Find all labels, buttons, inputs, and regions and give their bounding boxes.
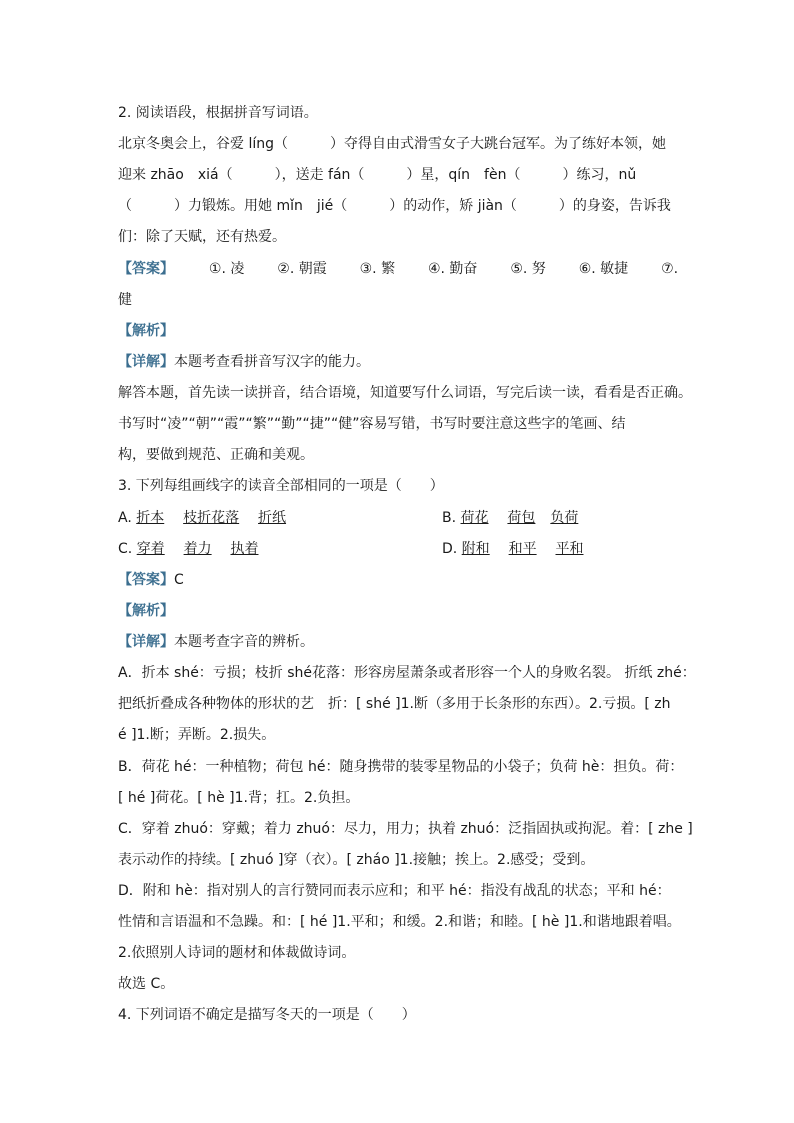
answer-tag: 【答案】: [118, 572, 174, 588]
answer-item: ⑥. 敏捷: [578, 261, 629, 277]
detail-text: 本题考查字音的辨析。: [174, 634, 314, 650]
option-word: 折本: [136, 510, 165, 526]
option-c: [118, 540, 259, 558]
explain-line: C．穿着 zhuó：穿戴；着力 zhuó：尽力，用力；执着 zhuó：泛指固执或拘泥。着：[ zhe ]: [118, 821, 693, 837]
explain-line: 解答本题，首先读一读拼音，结合语境，知道要写什么词语，写完后读一读，看看是否正确。: [118, 385, 692, 401]
option-word: 穿着: [136, 541, 165, 557]
option-word: 枝折花落: [183, 510, 240, 526]
answer-item: ⑤. 努: [510, 261, 546, 277]
answer-item: ③. 繁: [359, 261, 396, 277]
explain-line: 表示动作的持续。[ zhuó ]穿（衣）。[ zháo ]1.接触；挨上。2.感受；受到。: [118, 852, 595, 868]
detail-tag: 【详解】: [118, 354, 174, 370]
answer-item-last: 健: [118, 292, 132, 308]
explain-line: A．折本 shé：亏损；枝折 shé花落：形容房屋萧条或者形容一个人的身败名裂。 折纸 zhé：: [118, 665, 696, 681]
option-d: [442, 540, 584, 558]
answer-item: ④. 勤奋: [427, 261, 478, 277]
detail-text: 本题考查看拼音写汉字的能力。: [174, 354, 370, 370]
option-word: 荷包: [507, 510, 536, 526]
explain-line: 书写时“凌”“朝”“霞”“繁”“勤”“捷”“健”容易写错，书写时要注意这些字的笔画、结: [118, 416, 626, 432]
passage-line: 迎来 zhāo xiá（ ），送走 fán（ ）星，qín fèn（ ）练习，nǔ: [118, 167, 637, 183]
option-word: 平和: [555, 541, 584, 557]
option-label: B.: [442, 510, 457, 526]
option-word: 着力: [183, 541, 212, 557]
explain-line: B．荷花 hé：一种植物；荷包 hé：随身携带的装零星物品的小袋子；负荷 hè：担负。荷：: [118, 759, 684, 775]
answer-value: C: [174, 572, 184, 588]
answer-row: [118, 571, 184, 589]
analysis-tag: 【解析】: [118, 323, 174, 339]
option-word: 折纸: [258, 510, 287, 526]
explain-line: [ hé ]荷花。[ hè ]1.背；扛。2.负担。: [118, 790, 360, 806]
answer-item: ⑦.: [661, 261, 679, 277]
detail-row: [118, 633, 314, 651]
question-3-title: 3. 下列每组画线字的读音全部相同的一项是（ ）: [118, 478, 444, 494]
option-word: 附和: [461, 541, 490, 557]
passage-line: （ ）力锻炼。用她 mǐn jié（ ）的动作，矫 jiàn（ ）的身姿，告诉我: [118, 198, 671, 214]
option-a: [118, 509, 286, 527]
conclusion-line: 故选 C。: [118, 976, 175, 992]
option-word: 负荷: [550, 510, 579, 526]
analysis-tag: 【解析】: [118, 603, 174, 619]
option-word: 和平: [508, 541, 537, 557]
option-b: [442, 509, 578, 527]
option-label: C.: [118, 541, 133, 557]
option-word: 执着: [230, 541, 259, 557]
explain-line: 把纸折叠成各种物体的形状的艺 折：[ shé ]1.断（多用于长条形的东西）。2.亏损。[ zh: [118, 696, 671, 712]
explain-line: 2.依照别人诗词的题材和体裁做诗词。: [118, 945, 356, 961]
explain-line: D．附和 hè：指对别人的言行赞同而表示应和；和平 hé：指没有战乱的状态；平和 hé：: [118, 883, 671, 899]
question-2-title: 2. 阅读语段，根据拼音写词语。: [118, 105, 318, 121]
answer-item: ①. 凌: [208, 261, 245, 277]
question-4-title: 4. 下列词语不确定是描写冬天的一项是（ ）: [118, 1007, 416, 1023]
answer-tag: 【答案】: [118, 261, 174, 277]
explain-line: é ]1.断；弄断。2.损失。: [118, 727, 276, 743]
option-word: 荷花: [460, 510, 489, 526]
explain-line: 构，要做到规范、正确和美观。: [118, 447, 314, 463]
detail-row: [118, 353, 370, 371]
option-label: A.: [118, 510, 132, 526]
answer-row: [118, 260, 678, 278]
detail-tag: 【详解】: [118, 634, 174, 650]
option-label: D.: [442, 541, 458, 557]
answer-item: ②. 朝霞: [277, 261, 327, 277]
passage-line: 们：除了天赋，还有热爱。: [118, 229, 286, 245]
passage-line: 北京冬奥会上，谷爱 líng（ ）夺得自由式滑雪女子大跳台冠军。为了练好本领，她: [118, 136, 666, 152]
explain-line: 性情和言语温和不急躁。和：[ hé ]1.平和；和缓。2.和谐；和睦。[ hè ]1.和谐地跟着唱。: [118, 914, 681, 930]
